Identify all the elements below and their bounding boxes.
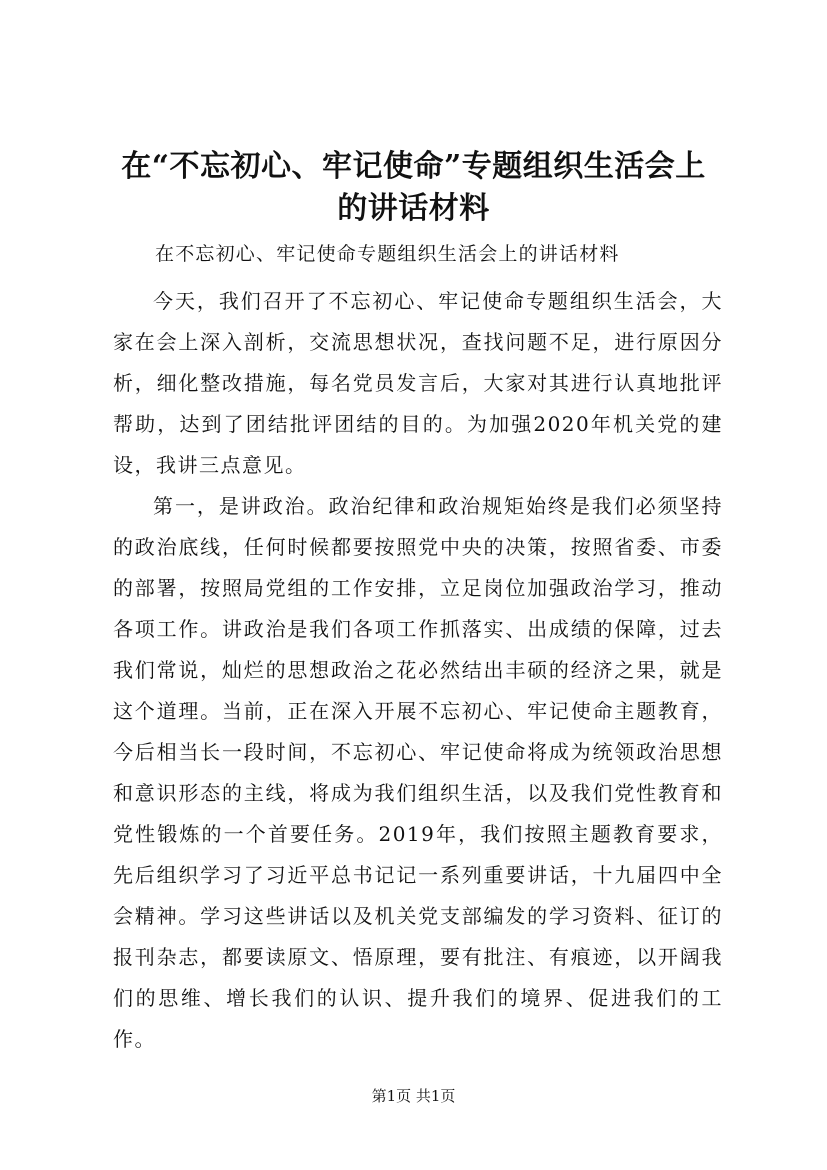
document-subtitle: 在不忘初心、牢记使命专题组织生活会上的讲话材料 <box>155 243 620 265</box>
body-paragraph: 今天，我们召开了不忘初心、牢记使命专题组织生活会，大家在会上深入剖析，交流思想状况，查找问题不足，进行原因分析，细化整改措施，每名党员发言后，大家对其进行认真地批评帮助，达到了团结批评团结的目的。为加强2020年机关党的建设，我讲三点意见。 <box>113 289 723 477</box>
title-line-1: 在“不忘初心、牢记使命”专题组织生活会上 <box>121 149 706 184</box>
document-title <box>100 146 727 230</box>
title-line-2: 的讲话材料 <box>337 191 490 226</box>
page-footer: 第1页 共1页 <box>371 1087 456 1105</box>
body-paragraph: 第一，是讲政治。政治纪律和政治规矩始终是我们必须坚持的政治底线，任何时候都要按照党中央的决策，按照省委、市委的部署，按照局党组的工作安排，立足岗位加强政治学习，推动各项工作。讲政治是我们各项工作抓落实、出成绩的保障，过去我们常说，灿烂的思想政治之花必然结出丰硕的经济之果，就是这个道理。当前，正在深入开展不忘初心、牢记使命主题教育，今后相当长一段时间，不忘初心、牢记使命将成为统领政治思想和意识形态的主线，将成为我们组织生活，以及我们党性教育和党性锻炼的一个首要任务。2019年，我们按照主题教育要求，先后组织学习了习近平总书记记一系列重要讲话，十九届四中全会精神。学习这些讲话以及机关党支部编发的学习资料、征订的报刊杂志，都要读原文、悟原理，要有批注、有痕迹，以开阔我们的思维、增长我们的认识、提升我们的境界、促进我们的工作。 <box>113 494 723 1051</box>
document-body <box>113 281 723 1060</box>
